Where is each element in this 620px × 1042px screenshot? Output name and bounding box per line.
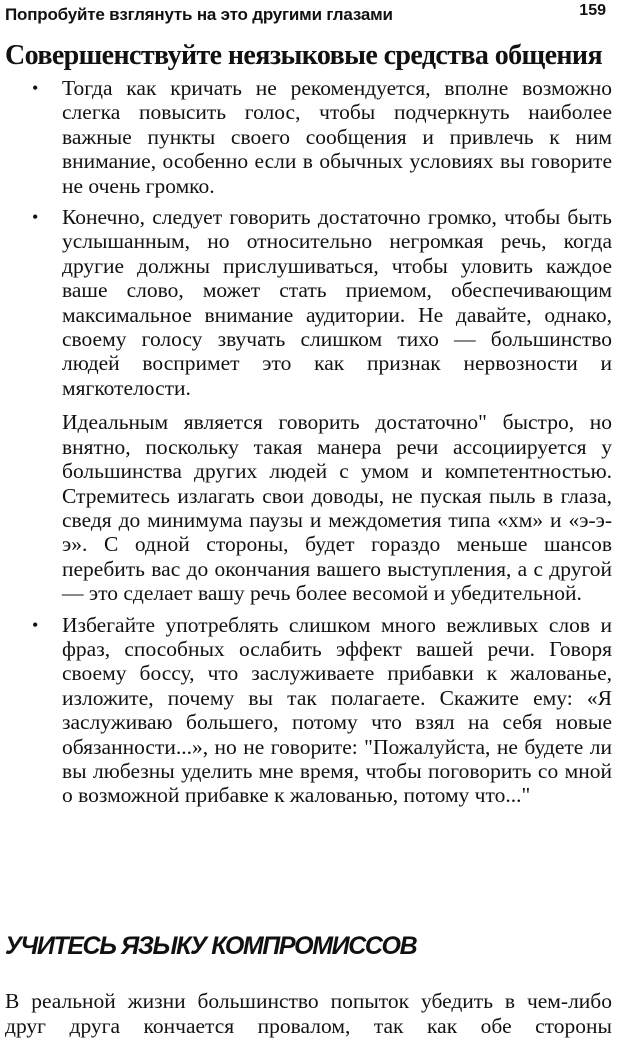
list-item bbox=[0, 76, 620, 198]
list-item-continuation: Идеальным является говорить достаточно" быстро, но внятно, поскольку такая манера речи ассоциируется у большинства других людей с умом и компетентностью. Стремитесь излагать свои доводы, не пуская пыль в глаза, сведя до минимума паузы и междометия типа «хм» и «э-э-э». С одной стороны, будет гораздо меньше шансов перебить вас до окончания вашего выступления, а с другой — это сделает вашу речь более весомой и убедительной. bbox=[62, 410, 612, 606]
list-item-text: Избегайте употреблять слишком много вежливых слов и фраз, способных ослабить эффект вашей речи. Говоря своему боссу, что заслуживаете прибавки к жалованье, изложите, почему вы так полагаете. Скажите ему: «Я заслуживаю большего, потому что взял на себя новые обязанности...», но не говорите: "Пожалуйста, не будете ли вы любезны уделить мне время, чтобы поговорить со мной о возможной прибавке к жалованью, потому что..." bbox=[62, 612, 612, 808]
bullet-marker: • bbox=[32, 614, 39, 635]
list-item bbox=[0, 613, 620, 808]
list-item bbox=[0, 205, 620, 400]
bullet-marker: • bbox=[32, 207, 39, 228]
section-title: Совершенствуйте неязыковые средства общения bbox=[5, 40, 603, 71]
bullet-marker: • bbox=[32, 78, 39, 98]
list-item-text: Тогда как кричать не рекомендуется, вполне возможно слегка повысить голос, чтобы подчеркнуть наиболее важные пункты своего сообщения и привлечь к ним внимание, особенно если в обычных условиях вы говорите не очень громко. bbox=[62, 76, 612, 198]
bullet-list bbox=[0, 76, 620, 808]
list-item-text: Конечно, следует говорить достаточно громко, чтобы быть услышанным, но относительно негромкая речь, когда другие должны прислушиваться, чтобы уловить каждое ваше слово, может стать приемом, обеспечивающим максимальное внимание аудитории. Не давайте, однако, своему голосу звучать слишком тихо — большинство людей воспримет это как признак нервозности и мягкотелости. bbox=[62, 205, 612, 400]
page-number: 159 bbox=[579, 2, 606, 19]
section-heading: УЧИТЕСЬ ЯЗЫКУ КОМПРОМИССОВ bbox=[5, 932, 417, 960]
body-paragraph: В реальной жизни большинство попыток убедить в чем-либо друг друга кончается провалом, так как обе стороны bbox=[5, 989, 612, 1038]
running-header: Попробуйте взглянуть на это другими глазами bbox=[5, 5, 393, 24]
